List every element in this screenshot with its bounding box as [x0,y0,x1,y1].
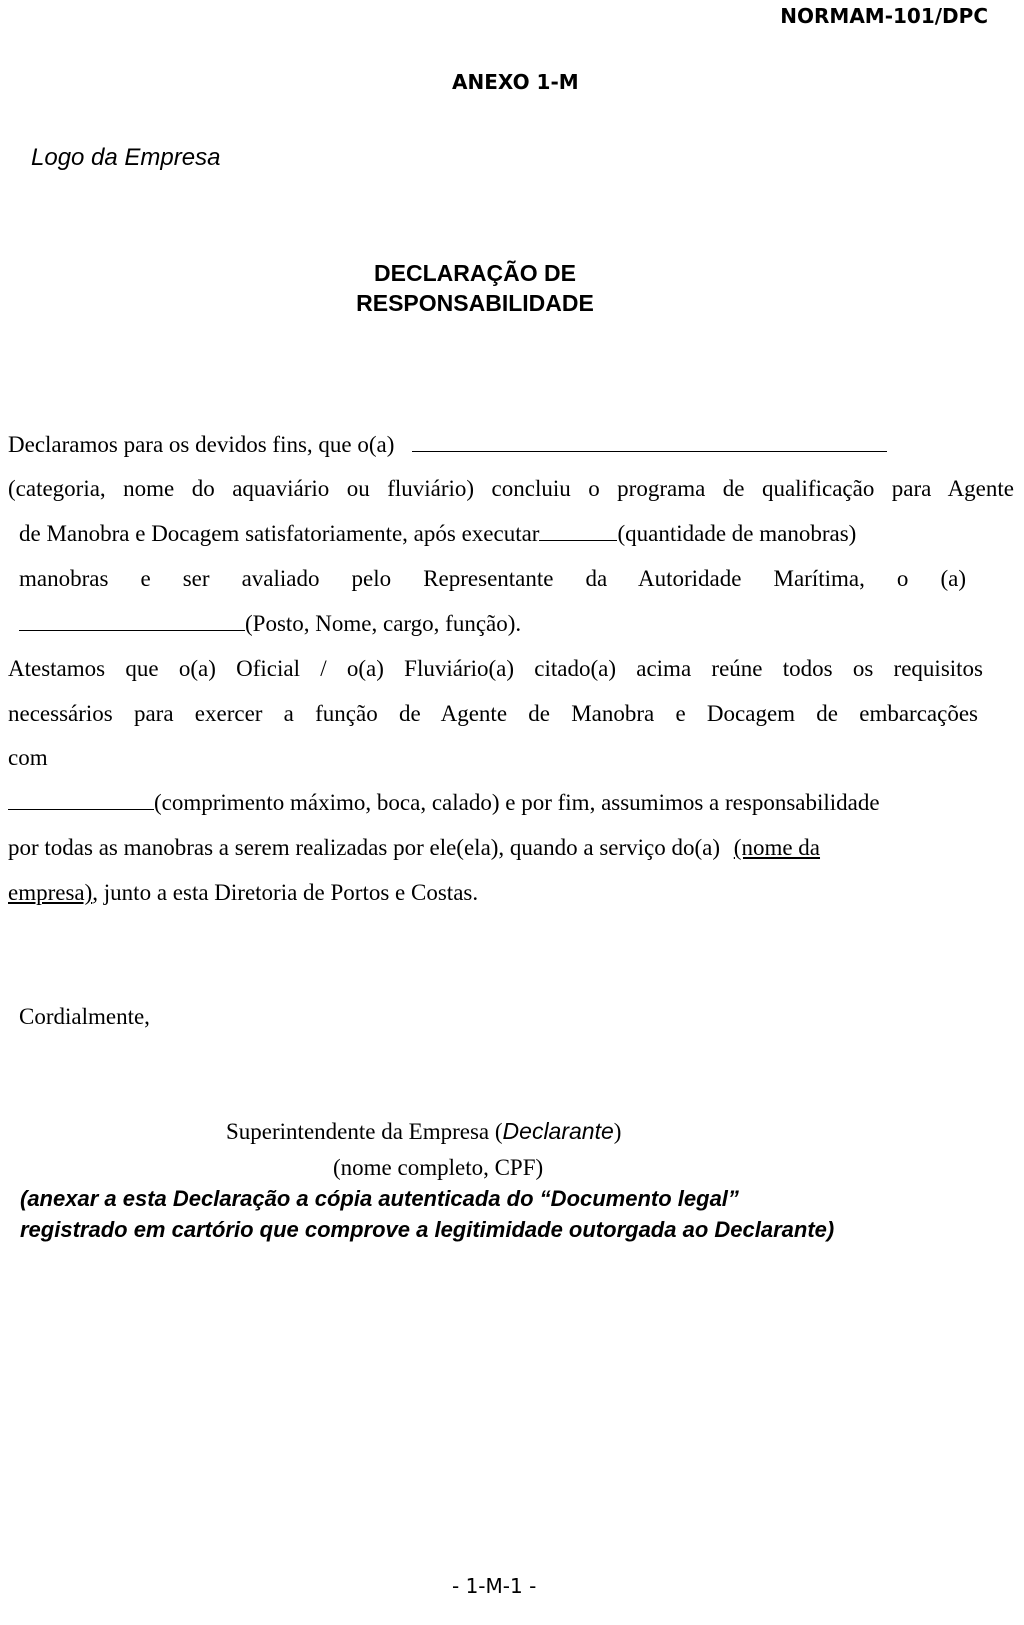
attachment-note-line-1: (anexar a esta Declaração a cópia autenticada do “Documento legal” [20,1186,739,1211]
attachment-note [20,1183,834,1245]
page-number: - 1-M-1 - [452,1574,537,1598]
signature-name-cpf: (nome completo, CPF) [333,1155,544,1180]
p1-line-5 [19,609,521,639]
p2-line-2: necessários para exercer a função de Agente de Manobra e Docagem de embarcações [8,701,978,726]
closing-salutation: Cordialmente, [19,1004,150,1029]
p2-line-3: com [8,745,48,770]
p1-line-3-label: (quantidade de manobras) [617,521,857,546]
p2-line-1: Atestamos que o(a) Oficial / o(a) Fluviário(a) citado(a) acima reúne todos os requisitos [8,656,983,681]
attachment-note-line-2: registrado em cartório que comprove a legitimidade outorgada ao Declarante) [20,1217,835,1242]
company-name-field-end: empresa) [8,880,93,905]
title-line-2: RESPONSABILIDADE [356,290,594,316]
p1-line-4: manobras e ser avaliado pelo Representante da Autoridade Marítima, o (a) [19,566,966,591]
p2-line-6-text: , junto a esta Diretoria de Portos e Costas. [92,880,479,905]
document-title [0,258,950,318]
company-logo-placeholder: Logo da Empresa [31,144,221,171]
p1-line-2: (categoria, nome do aquaviário ou fluviário) concluiu o programa de qualificação para Agente [8,476,1014,501]
authority-representative-blank [19,610,245,631]
annex-title: ANEXO 1-M [452,70,579,94]
signature-role-prefix: Superintendente da Empresa ( [226,1119,503,1144]
company-name-field-start: (nome da [733,835,821,860]
p1-line-1-text: Declaramos para os devidos fins, que o(a) [8,432,395,457]
p2-line-4-text: (comprimento máximo, boca, calado) e por fim, assumimos a responsabilidade [154,790,880,815]
signature-role [226,1116,621,1147]
signature-role-suffix: ) [613,1119,622,1144]
p2-line-6 [8,878,478,908]
title-line-1: DECLARAÇÃO DE [374,260,576,286]
document-code: NORMAM-101/DPC [780,4,988,28]
p1-line-1 [8,430,887,460]
p2-line-4 [8,788,880,818]
worker-name-blank [412,431,887,452]
p2-line-5-text: por todas as manobras a serem realizadas por ele(ela), quando a serviço do(a) [8,835,721,860]
signature-role-declarant: Declarante [502,1118,614,1144]
p1-line-3-text: de Manobra e Docagem satisfatoriamente, após executar [19,521,540,546]
p2-line-5 [8,833,820,863]
p1-line-5-text: (Posto, Nome, cargo, função). [245,611,522,636]
vessel-dimensions-blank [8,789,154,810]
maneuver-count-blank [539,520,617,541]
p1-line-3 [19,519,856,549]
